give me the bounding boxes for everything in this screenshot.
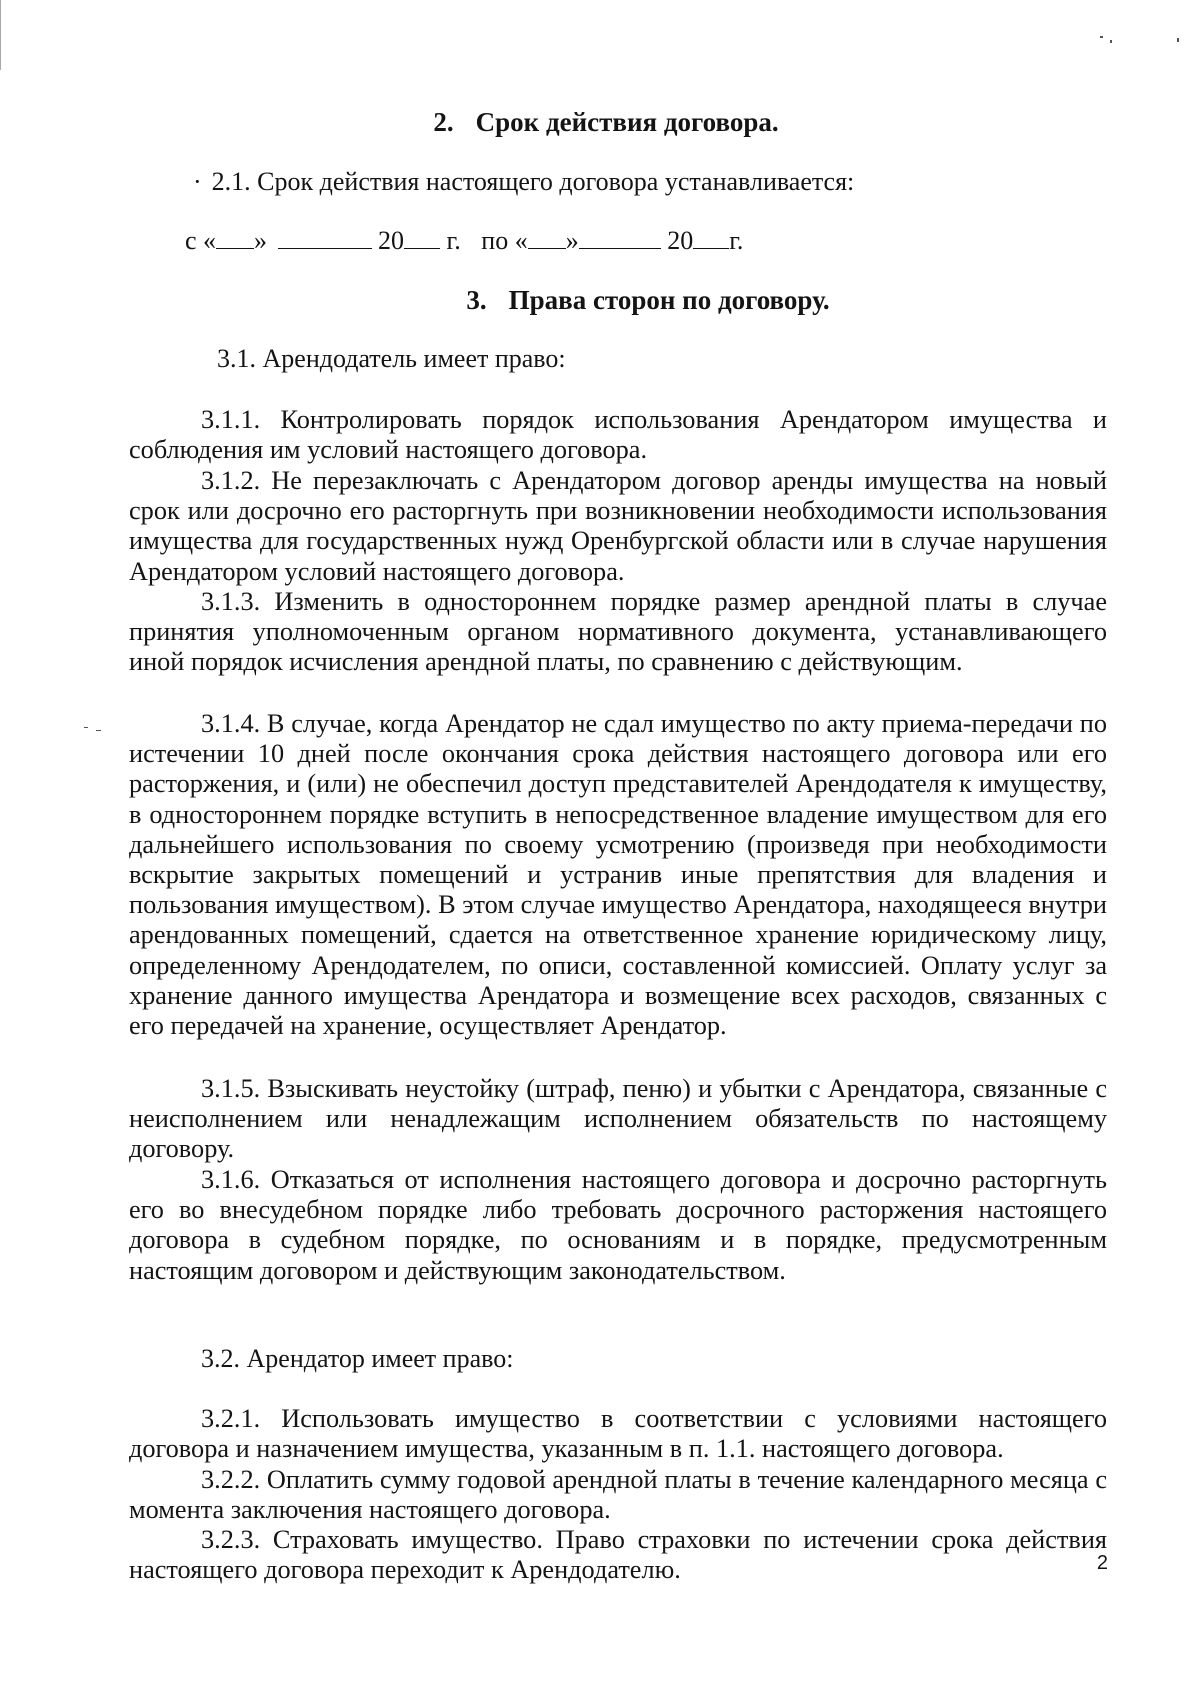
- from-year-prefix: 20: [378, 226, 405, 255]
- clause-3-1-6: 3.1.6. Отказаться от исполнения настоящего договора и досрочно расторгнуть его во внесудебном порядке либо требовать досрочного расторжения настоящего договора в судебном порядке, по основаниям и в порядке, предусмотренным настоящим договором и действующим законодательством.: [129, 1165, 1107, 1285]
- clause-3-1-3: 3.1.3. Изменить в одностороннем порядке размер арендной платы в случае принятия уполномоченным органом нормативного документа, устанавливающего иной порядок исчисления арендной платы, по сравнению с действующим.: [129, 587, 1107, 677]
- section-3-number: 3.: [466, 285, 487, 315]
- clause-3-2-2: 3.2.2. Оплатить сумму годовой арендной платы в течение календарного месяца с момента заключения настоящего договора.: [129, 1465, 1107, 1525]
- clause-2-1-text: 2.1. Срок действия настоящего договора устанавливается:: [211, 167, 855, 196]
- period-from-prefix: с «: [185, 226, 217, 255]
- scan-speck: [1177, 38, 1179, 42]
- to-year-blank: [693, 226, 729, 249]
- clause-3-2-1: 3.2.1. Использовать имущество в соответствии с условиями настоящего договора и назначением имущества, указанным в п. 1.1. настоящего договора.: [129, 1404, 1107, 1464]
- contract-period-line: [185, 226, 743, 256]
- section-2-heading: [0, 106, 1200, 138]
- bullet-mark: ·: [193, 167, 202, 196]
- period-to-prefix: по «: [481, 226, 528, 255]
- from-day-blank: [216, 226, 254, 249]
- section-2-title: Срок действия договора.: [475, 107, 779, 137]
- clause-3-1-2: 3.1.2. Не перезаключать с Арендатором договор аренды имущества на новый срок или досрочно его расторгнуть при возникновении необходимости использования имущества для государственных нужд Оренбургской области или в случае нарушения Арендатором условий настоящего договора.: [129, 466, 1107, 586]
- section-2-number: 2.: [433, 107, 454, 137]
- clause-2-1: [193, 167, 854, 197]
- from-month-blank: [278, 226, 372, 249]
- clause-3-2-3: 3.2.3. Страховать имущество. Право страховки по истечении срока действия настоящего договора переходит к Арендодателю.: [129, 1525, 1107, 1585]
- to-year-prefix: 20: [667, 226, 694, 255]
- from-year-blank: [404, 226, 440, 249]
- clause-3-1-4: 3.1.4. В случае, когда Арендатор не сдал имущество по акту приема-передачи по истечении 10 дней после окончания срока действия настоящего договора или его расторжения, и (или) не обеспечил доступ представителей Арендодателя к имуществу, в одностороннем порядке вступить в непосредственное владение имуществом для его дальнейшего использования по своему усмотрению (произведя при необходимости вскрытие закрытых помещений и устранив иные препятствия для владения и пользования имуществом). В этом случае имущество Арендатора, находящееся внутри арендованных помещений, сдается на ответственное хранение юридическому лицу, определенному Арендодателем, по описи, составленной комиссией. Оплату услуг за хранение данного имущества Арендатора и возмещение всех расходов, связанных с его передачей на хранение, осуществляет Арендатор.: [129, 709, 1107, 1041]
- to-month-blank: [579, 226, 661, 249]
- section-3-title: Права сторон по договору.: [508, 285, 830, 315]
- scan-speck: [1110, 40, 1112, 43]
- scan-speck: [0, 0, 1, 70]
- to-year-suffix: г.: [729, 226, 744, 255]
- to-day-blank: [528, 226, 566, 249]
- scan-speck: [96, 730, 101, 731]
- period-from-quote-close: »: [254, 226, 268, 255]
- period-to-quote-close: »: [565, 226, 579, 255]
- clause-3-1: 3.1. Арендодатель имеет право:: [217, 344, 566, 373]
- clause-3-2: 3.2. Арендатор имеет право:: [201, 1344, 514, 1373]
- scan-speck: [84, 727, 88, 728]
- from-year-suffix: г.: [446, 226, 461, 255]
- section-3-heading: [0, 284, 1200, 316]
- scan-speck: [1100, 36, 1103, 38]
- clause-3-1-5: 3.1.5. Взыскивать неустойку (штраф, пеню) и убытки с Арендатора, связанные с неисполнением или ненадлежащим исполнением обязательств по настоящему договору.: [129, 1074, 1107, 1164]
- clause-3-1-1: 3.1.1. Контролировать порядок использования Арендатором имущества и соблюдения им условий настоящего договора.: [129, 405, 1107, 465]
- page-number: 2: [1096, 1552, 1108, 1574]
